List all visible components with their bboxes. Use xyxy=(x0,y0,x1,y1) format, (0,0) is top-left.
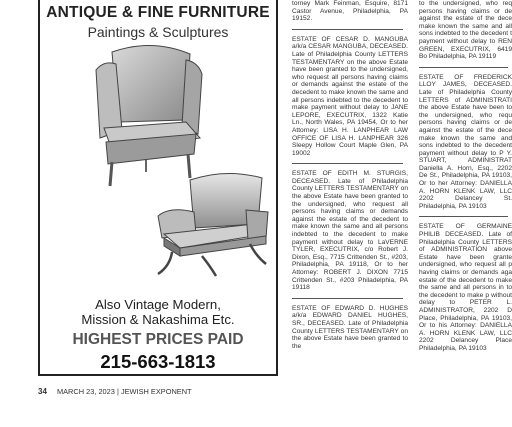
legal-notices-column-1 xyxy=(292,0,408,380)
notice-text: ESTATE OF GERMAINE PHILIB DECEASED. Late of Philadelphia County LETTERS of ADMINISTRATION above Estate have been grante undersigned, who request all p having claims or demands aga estate of the decedent to make the same and all persons in to the decedent to make p without delay to PETER L. ADMINISTRATOR, 2202 D Place, Philadelphia, PA 19103, Or to his Attorney: DANIELLA A. HORN KLENK LAW, LLC 2202 Delancey Place Philadelphia, PA 19103 xyxy=(419,223,512,352)
notice-divider xyxy=(292,163,403,164)
publication-name: JEWISH EXPONENT xyxy=(120,387,192,396)
notice-text: ESTATE OF EDWARD D. HUGHES a/k/a EDWARD DANIEL HUGHES, SR., DECEASED. Late of Philadelphia County LETTERS TESTAMENTARY on the above Estate have been granted to the xyxy=(292,304,408,350)
issue-date: MARCH 23, 2023 xyxy=(56,387,115,396)
page-number: 34 xyxy=(38,387,47,396)
notice-text: torney Mark Feinman, Esquire, 8171 Castor Avenue, Philadelphia, PA 19152. xyxy=(292,0,408,23)
modern-lounge-chair-illustration xyxy=(150,168,272,280)
ad-line-mission-nakashima: Mission & Nakashima Etc. xyxy=(81,312,235,327)
legal-notices-column-2 xyxy=(419,0,512,380)
notice-divider xyxy=(419,67,508,68)
notice-text: to the undersigned, who req persons having claims or de against the estate of the dece make known the same and all sons indebted to the decedent t payment without delay to REN GREEN, EXECUTRIX, 6419 Bo Philadelphia, PA 19119 xyxy=(419,0,512,61)
ad-line-vintage-modern: Also Vintage Modern, xyxy=(95,297,221,312)
notice-divider xyxy=(292,298,403,299)
ad-highest-prices: HIGHEST PRICES PAID xyxy=(72,331,244,348)
furniture-advertisement xyxy=(38,0,278,376)
ad-phone-number: 215-663-1813 xyxy=(100,351,216,372)
notice-divider xyxy=(419,216,508,217)
page-footer xyxy=(38,387,192,396)
notice-divider xyxy=(292,29,403,30)
ad-subtitle: Paintings & Sculptures xyxy=(87,24,229,40)
ad-title: ANTIQUE & FINE FURNITURE xyxy=(46,4,270,21)
footer-separator: | xyxy=(116,387,119,396)
notice-text: ESTATE OF EDITH M. STURGIS, DECEASED. Late of Philadelphia County LETTERS TESTAMENTARY on the above Estate have been granted to the undersigned, who request all persons having claims or demands against the estate of the decedent to make known the same and all persons indebted to the decedent to make payment without delay to LaVERNE TYLER, EXECUTRIX, c/o Robert J. Dixon, Esq., 7715 Crittenden St., #203, Philadelphia, PA 19118, Or to her Attorney: ROBERT J. DIXON 7715 Crittenden St., #203 Philadelphia, PA 19118 xyxy=(292,170,408,292)
notice-text: ESTATE OF FREDERICK LLOY JAMES, DECEASED. Late of Philadelphia County LETTERS of ADMINISTRATI the above Estate have been to the undersigned, who requ persons having claims or de against the estate of the dece make known the same and sons indebted to the decedent payment without delay to P Y. STUART, ADMINISTRAT Daniella A. Horn, Esq., 2202 De St., Philadelphia, PA 19103, Or to her Attorney: DANIELLA A. HORN KLENK LAW, LLC 2202 Delancey St. Philadelphia, PA 19103 xyxy=(419,73,512,210)
notice-text: ESTATE OF CESAR D. MANGUBA a/k/a CESAR MANGUBA, DECEASED. Late of Philadelphia County LETTERS TESTAMENTARY on the above Estate have been granted to the undersigned, who request all persons having claims or demands against the estate of the decedent to make known the same and all persons indebted to the decedent to make payment without delay to JANE LEPORE, EXECUTRIX, 1322 Katie Ln., North Wales, PA 19454, Or to her Attorney: LISA H. LANPHEAR LAW OFFICE OF LISA H. LANPHEAR 326 Sleepy Hollow Court Maple Glen, PA 19002 xyxy=(292,35,408,157)
